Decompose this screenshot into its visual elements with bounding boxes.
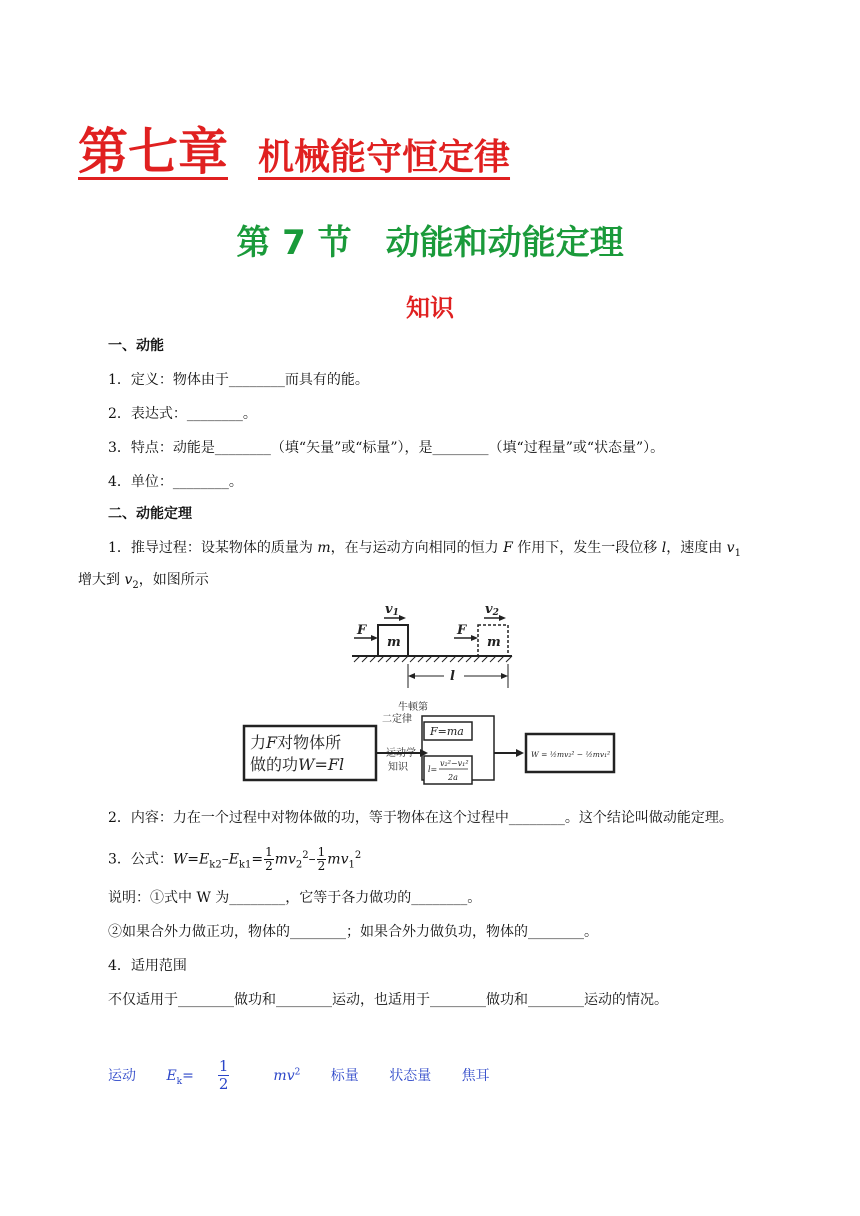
result-text: W = ½mv₂² − ½mv₁² [531,750,611,759]
part2-note2: ②如果合外力做正功，物体的________；如果合外力做负功，物体的________。 [108,924,598,940]
mass-label-1: m [387,635,401,650]
derivation-flowchart [242,700,618,790]
answer-4: 状态量 [389,1067,432,1084]
part2-line4b: 不仅适用于________做功和________运动，也适用于________做功和________运动的情况。 [108,992,668,1008]
part2-line2: 2．内容：力在一个过程中对物体做的功，等于物体在这个过程中________。这个结论叫做动能定理。 [108,810,733,826]
part1-line2: 2．表达式：________。 [108,406,257,422]
part1-title: 一、动能 [108,338,164,354]
velocity-label-1: v1 [385,602,399,618]
answer-key [108,1058,512,1093]
chapter-number: 第七章 [78,123,228,181]
part2-note1: 说明：①式中 W 为________，它等于各力做功的________。 [108,890,482,906]
work-box-text: 力F对物体所 做的功W=Fl [250,733,345,774]
answer-1: 运动 [108,1067,136,1084]
fma-text: F=ma [430,725,464,738]
part2-line1: 1．推导过程：设某物体的质量为 m，在与运动方向相同的恒力 F 作用下，发生一段位移 l，速度由 $v_1$ [108,540,741,559]
part1-line4: 4．单位：________。 [108,474,243,490]
answer-5: 焦耳 [461,1067,490,1084]
kinematics-label: 运动学知识 [386,748,416,773]
answer-3: 标量 [330,1067,359,1084]
part2-formula: 3．公式：$W=E_{k2}-E_{k1}=$ $\frac{1}{2}$ $mv_2^2-$ $\frac{1}{2}$ $mv_1^2$ [108,845,362,874]
force-diagram [340,598,520,690]
section-number: 第 7 节 [236,223,352,263]
part2-line1-cont: 增大到 $v_2$，如图所示 [78,572,209,591]
newton-label: 牛顿第二定律 [382,702,428,725]
part2-line4: 4．适用范围 [108,958,187,974]
section-title [0,215,860,264]
kinematics-formula: l=v₂²−v₁² 2a [428,759,469,782]
velocity-label-2: v2 [485,602,499,618]
chapter-title [78,112,510,184]
force-label-2: F [457,623,467,638]
chapter-name: 机械能守恒定律 [258,137,511,178]
answer-2: $E_k=$ $\frac{1}{2} mv^2$ [166,1057,301,1093]
part1-line1: 1．定义：物体由于________而具有的能。 [108,372,369,388]
force-label-1: F [357,623,367,638]
mass-label-2: m [487,635,501,650]
part1-line3: 3．特点：动能是________（填“矢量”或“标量”），是________（填“过程量”或“状态量”）。 [108,440,665,456]
part2-title: 二、动能定理 [108,506,192,522]
knowledge-heading: 知识 [406,294,454,322]
displacement-label: l [450,669,455,684]
section-name: 动能和动能定理 [385,223,624,263]
